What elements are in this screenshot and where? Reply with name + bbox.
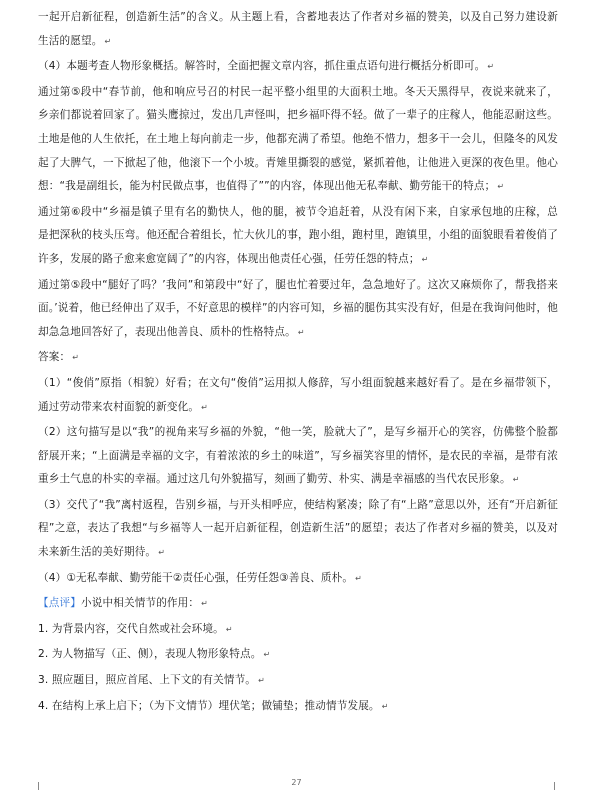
paragraph-text: 1. 为背景内容，交代自然或社会环境。 [38, 622, 224, 635]
paragraph-mark-icon: ↵ [158, 548, 166, 558]
comment-heading [38, 592, 558, 616]
answer-4 [38, 567, 558, 591]
paragraph-mark-icon: ↵ [497, 182, 505, 192]
paragraph-text: 答案： [38, 351, 71, 364]
paragraph-text: 一起开启新征程，创造新生活”的含义。从主题上看，含蓄地表达了作者对乡福的赞美，以及自己努力建设新生活的愿望。 [38, 11, 558, 47]
paragraph-mark-icon: ↵ [201, 402, 209, 412]
comment-item-4 [38, 695, 558, 719]
paragraph-text: （1）“俊俏”原指（相貌）好看；在文句“俊俏”运用拟人修辞，写小组面貌越来越好看了。是在乡福带领下，通过劳动带来农村面貌的新变化。 [38, 376, 558, 413]
paragraph-mark-icon: ↵ [104, 36, 112, 46]
document-body [38, 6, 558, 720]
paragraph-text: 2. 为人物描写（正、侧），表现人物形象特点。 [38, 648, 262, 661]
paragraph-3 [38, 81, 558, 199]
paragraph-text: （2）这句描写是以“我”的视角来写乡福的外貌，“他一笑，脸就大了”，是写乡福开心的笑容，仿佛整个脸都舒展开来；“上面满是幸福的文字，有着浓浓的乡土的味道”，写乡福笑容里的情怀，是农民的幸福，是带有浓重乡土气息的朴实的幸福。通过这几句外貌描写，刻画了勤劳、朴实、满是幸福感的当代农民形象。 [38, 426, 558, 486]
paragraph-mark-icon: ↵ [201, 599, 209, 609]
comment-item-1 [38, 618, 558, 642]
paragraph-mark-icon: ↵ [263, 650, 271, 660]
paragraph-text: 通过第⑤段中“腿好了吗？’我问”和第段中“好了，腿也忙着要过年，急急地好了。这次又麻烦你了，帮我搭来面。’说着，他已经伸出了双手，不好意思的模样”的内容可知，乡福的腿伤其实没有好，但是在我询问他时，他却急急地回答好了，表现出他善良、质朴的性格特点。 [38, 278, 558, 338]
paragraph-mark-icon: ↵ [421, 254, 429, 264]
paragraph-mark-icon: ↵ [355, 573, 363, 583]
paragraph-4 [38, 201, 558, 272]
paragraph-text: 通过第⑥段中“乡福是镇子里有名的勤快人，他的腿，被节令追赶着，从没有闲下来，自家承包地的庄稼，总是把深秋的枝头压弯。他还配合着组长，忙大伙儿的事，跑小组，跑村里，跑镇里，小组的面貌眼看着俊俏了许多，发展的路子愈来愈宽阔了”的内容，体现出他责任心强，任劳任怨的特点； [38, 205, 558, 265]
paragraph-5 [38, 274, 558, 345]
answer-1 [38, 372, 558, 419]
comment-item-2 [38, 643, 558, 667]
paragraph-1 [38, 6, 558, 53]
paragraph-text: 4. 在结构上承上启下；（为下文情节）埋伏笔；做铺垫；推动情节发展。 [38, 699, 380, 712]
paragraph-mark-icon: ↵ [72, 353, 80, 363]
answer-heading [38, 346, 558, 370]
answer-2 [38, 421, 558, 492]
comment-badge: 【点评】 [38, 597, 81, 610]
paragraph-2 [38, 55, 558, 79]
paragraph-mark-icon: ↵ [381, 701, 389, 711]
comment-item-3 [38, 669, 558, 693]
paragraph-mark-icon: ↵ [487, 62, 495, 72]
answer-3 [38, 494, 558, 565]
paragraph-mark-icon: ↵ [297, 327, 305, 337]
paragraph-text: （4）本题考查人物形象概括。解答时，全面把握文章内容，抓住重点语句进行概括分析即可。 [38, 60, 486, 73]
paragraph-mark-icon: ↵ [225, 624, 233, 634]
paragraph-mark-icon: ↵ [258, 676, 265, 686]
paragraph-text: 3. 照应题目，照应首尾、上下文的有关情节。 [38, 674, 257, 687]
paragraph-text: （3）交代了“我”离村返程，告别乡福，与开头相呼应，使结构紧凑；除了有“上路”意思以外，还有“开启新征程”之意，表达了我想“与乡福等人一起开启新征程，创造新生活”的愿望；表达了作者对乡福的赞美，以及对未来新生活的美好期待。 [38, 498, 558, 559]
page-number: 27 [291, 778, 302, 787]
paragraph-text: 小说中相关情节的作用： [80, 597, 200, 610]
paragraph-mark-icon: ↵ [512, 475, 520, 485]
paragraph-text: 通过第⑤段中“春节前，他和响应号召的村民一起平整小组里的大面积土地。冬天天黑得早，夜说来就来了，乡亲们都说着回家了。猫头鹰掠过，发出几声怪叫，把乡福吓得不轻。做了一辈子的庄稼人，他能忍耐这些。土地是他的人生依托，在土地上每向前走一步，他都充满了希望。他绝不惜力，想多干一会儿，但隆冬的风发起了大脾气，一下掀起了他，他滚下一个小坡。青雉里撕裂的感觉，紧抓着他，让他进入更深的夜色里。他心想：“我是副组长，能为村民做点事，也值得了””的内容，体现出他无私奉献、勤劳能干的特点； [38, 85, 558, 193]
paragraph-text: （4）①无私奉献、勤劳能干②责任心强，任劳任怨③善良、质朴。 [38, 571, 354, 584]
